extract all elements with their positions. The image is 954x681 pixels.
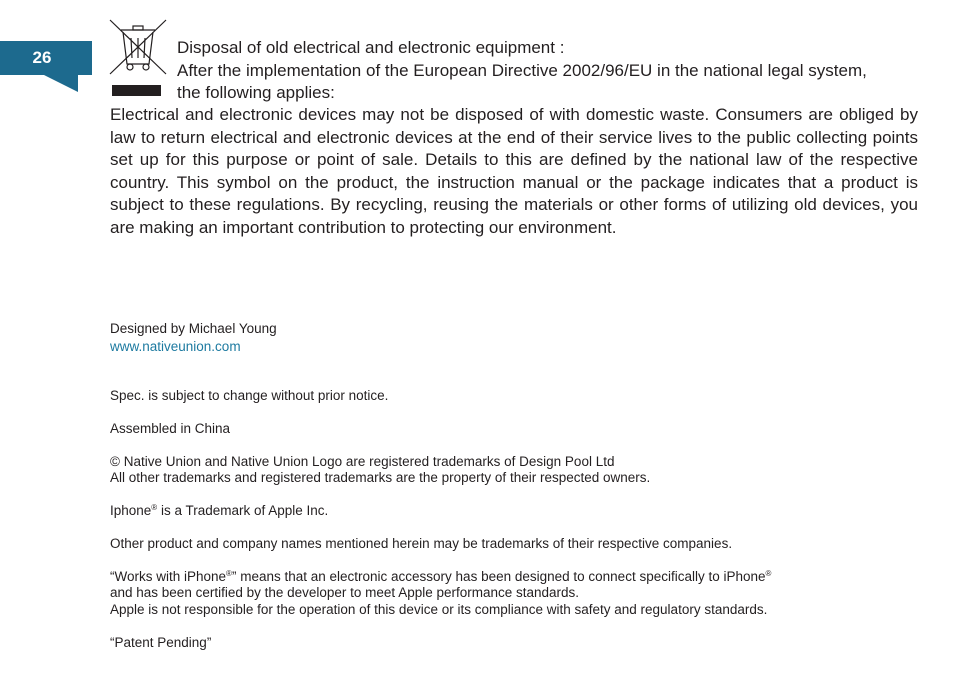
disposal-intro-line-1: After the implementation of the European Directive 2002/96/EU in the national legal system, xyxy=(177,60,867,80)
registered-mark: ® xyxy=(765,569,772,578)
trademark-line-2: All other trademarks and registered trademarks are the property of their respected owners. xyxy=(110,470,651,485)
iphone-trademark-rest: is a Trademark of Apple Inc. xyxy=(157,503,329,518)
page-number: 26 xyxy=(32,48,52,67)
spec-notice: Spec. is subject to change without prior notice. xyxy=(110,388,389,403)
works-with-part-2: ” means that an electronic accessory has been designed to connect specifically to iPhone xyxy=(231,569,766,584)
disposal-body: Electrical and electronic devices may not be disposed of with domestic waste. Consumers are obliged by law to return electrical and electronic devices at the end of their service lives to the public collecting points set up for this purpose or point of sale. Details to this are defined by the national law of the respective country. This symbol on the product, the instruction manual or the package indicates that a product is subject to these regulations. By recycling, reusing the materials or other forms of utilizing old devices, you are making an important contribution to protecting our environment. xyxy=(110,105,918,237)
other-products-notice: Other product and company names mentioned herein may be trademarks of their respective companies. xyxy=(110,536,733,551)
page-number-tab-tail xyxy=(42,74,78,92)
registered-mark: ® xyxy=(151,503,158,512)
disposal-heading xyxy=(177,37,937,105)
apple-responsibility-notice: Apple is not responsible for the operation of this device or its compliance with safety and regulatory standards. xyxy=(110,602,768,617)
works-with-part-1: “Works with iPhone xyxy=(110,569,227,584)
patent-pending-notice: “Patent Pending” xyxy=(110,635,212,650)
registered-mark: ® xyxy=(226,569,232,578)
trademark-line-1: © Native Union and Native Union Logo are registered trademarks of Design Pool Ltd xyxy=(110,454,615,469)
disposal-intro-line-2: the following applies: xyxy=(177,83,335,102)
works-with-iphone-line-2: and has been certified by the developer to meet Apple performance standards. xyxy=(110,585,580,600)
disposal-title: Disposal of old electrical and electronic equipment : xyxy=(177,38,565,57)
works-with-iphone-line-1 xyxy=(110,569,771,586)
website-link[interactable]: www.nativeunion.com xyxy=(110,339,241,354)
iphone-trademark-notice xyxy=(110,503,328,520)
crossed-out-wheelie-bin-icon xyxy=(108,18,168,100)
assembled-notice: Assembled in China xyxy=(110,421,231,436)
designer-credit: Designed by Michael Young xyxy=(110,321,277,336)
iphone-word: Iphone xyxy=(110,503,152,518)
